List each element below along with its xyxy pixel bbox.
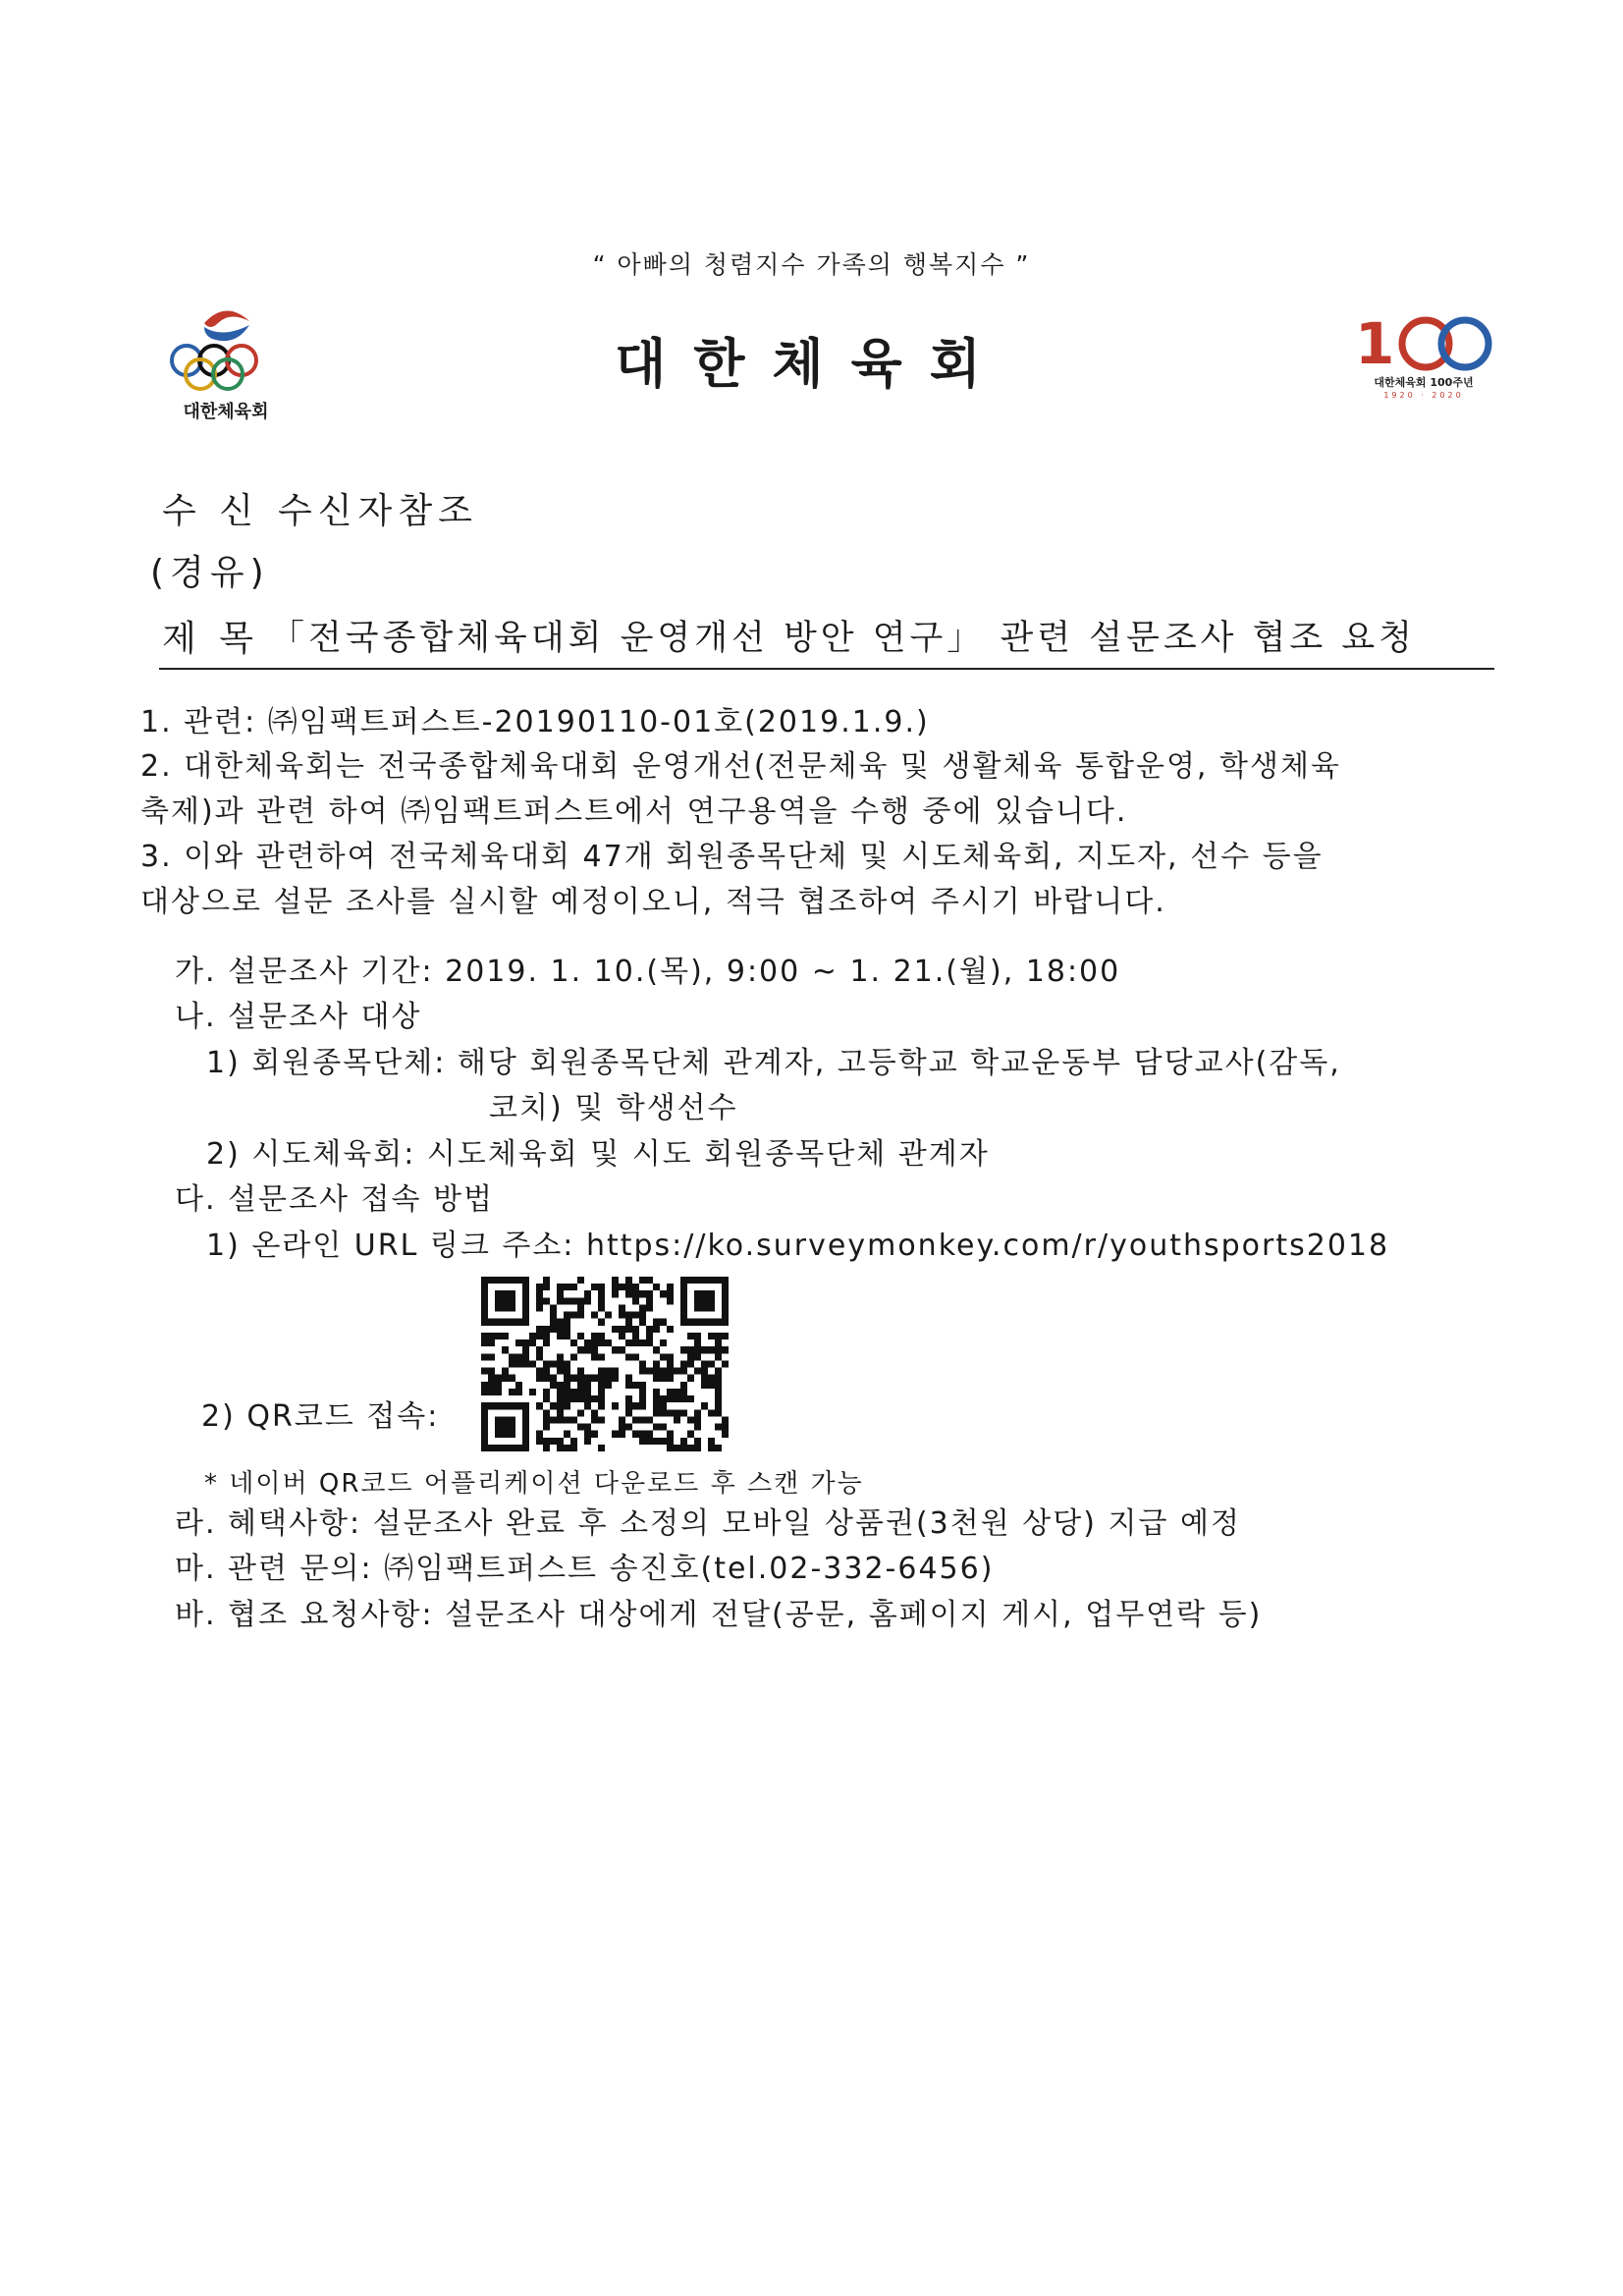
qr-access-label: 2) QR코드 접속: — [201, 1399, 440, 1434]
header-divider — [159, 668, 1494, 670]
centennial-icon — [1345, 312, 1502, 371]
contact: 마. 관련 문의: ㈜임팩트퍼스트 송진호(tel.02-332-6456) — [175, 1552, 995, 1586]
target-federations-line2: 코치) 및 학생선수 — [489, 1091, 738, 1125]
subject-label: 제 목 — [162, 619, 259, 659]
target-provincial: 2) 시도체육회: 시도체육회 및 시도 회원종목단체 관계자 — [206, 1137, 990, 1172]
via-label: (경유) — [150, 553, 270, 593]
recipient-label: 수 신 — [162, 491, 259, 531]
ref-item: 1. 관련: ㈜임팩트퍼스트-20190110-01호(2019.1.9.) — [140, 705, 930, 739]
survey-period: 가. 설문조사 기간: 2019. 1. 10.(목), 9:00 ~ 1. 21.(월), 18:00 — [175, 955, 1121, 989]
svg-text:1: 1 — [1355, 312, 1395, 371]
anniversary-logo — [1345, 312, 1502, 400]
subject-value: 「전국종합체육대회 운영개선 방안 연구」 관련 설문조사 협조 요청 — [270, 619, 1416, 658]
benefits: 라. 혜택사항: 설문조사 완료 후 소정의 모바일 상품권(3천원 상당) 지급 예정 — [175, 1506, 1241, 1541]
item2-line2: 축제)과 관련 하여 ㈜임팩트퍼스트에서 연구용역을 수행 중에 있습니다. — [140, 794, 1128, 829]
target-federations-line1: 1) 회원종목단체: 해당 회원종목단체 관계자, 고등학교 학교운동부 담당교사(감독, — [206, 1046, 1341, 1080]
qr-code[interactable] — [481, 1277, 729, 1451]
kso-logo-label: 대한체육회 — [183, 402, 269, 422]
org-title: 대한체육회 — [615, 333, 1008, 395]
anniversary-years: 1920 · 2020 — [1383, 391, 1464, 400]
recipient-value: 수신자참조 — [278, 491, 478, 531]
item3-line2: 대상으로 설문 조사를 실시할 예정이오니, 적극 협조하여 주시기 바랍니다. — [140, 885, 1166, 919]
anniversary-label: 대한체육회 100주년 — [1374, 376, 1474, 389]
access-method: 다. 설문조사 접속 방법 — [175, 1182, 494, 1217]
item3-line1: 3. 이와 관련하여 전국체육대회 47개 회원종목단체 및 시도체육회, 지도자, 선수 등을 — [140, 840, 1324, 874]
survey-target: 나. 설문조사 대상 — [175, 1000, 422, 1034]
item2-line1: 2. 대한체육회는 전국종합체육대회 운영개선(전문체육 및 생활체육 통합운영, 학생체육 — [140, 749, 1341, 784]
qr-note: * 네이버 QR코드 어플리케이션 다운로드 후 스캔 가능 — [204, 1469, 864, 1499]
slogan: “ 아빠의 청렴지수 가족의 행복지수 ” — [592, 250, 1031, 279]
survey-url[interactable]: 1) 온라인 URL 링크 주소: https://ko.surveymonkey.com/r/youthsports2018 — [206, 1229, 1390, 1263]
cooperation-request: 바. 협조 요청사항: 설문조사 대상에게 전달(공문, 홈페이지 게시, 업무연락 등) — [175, 1598, 1263, 1632]
